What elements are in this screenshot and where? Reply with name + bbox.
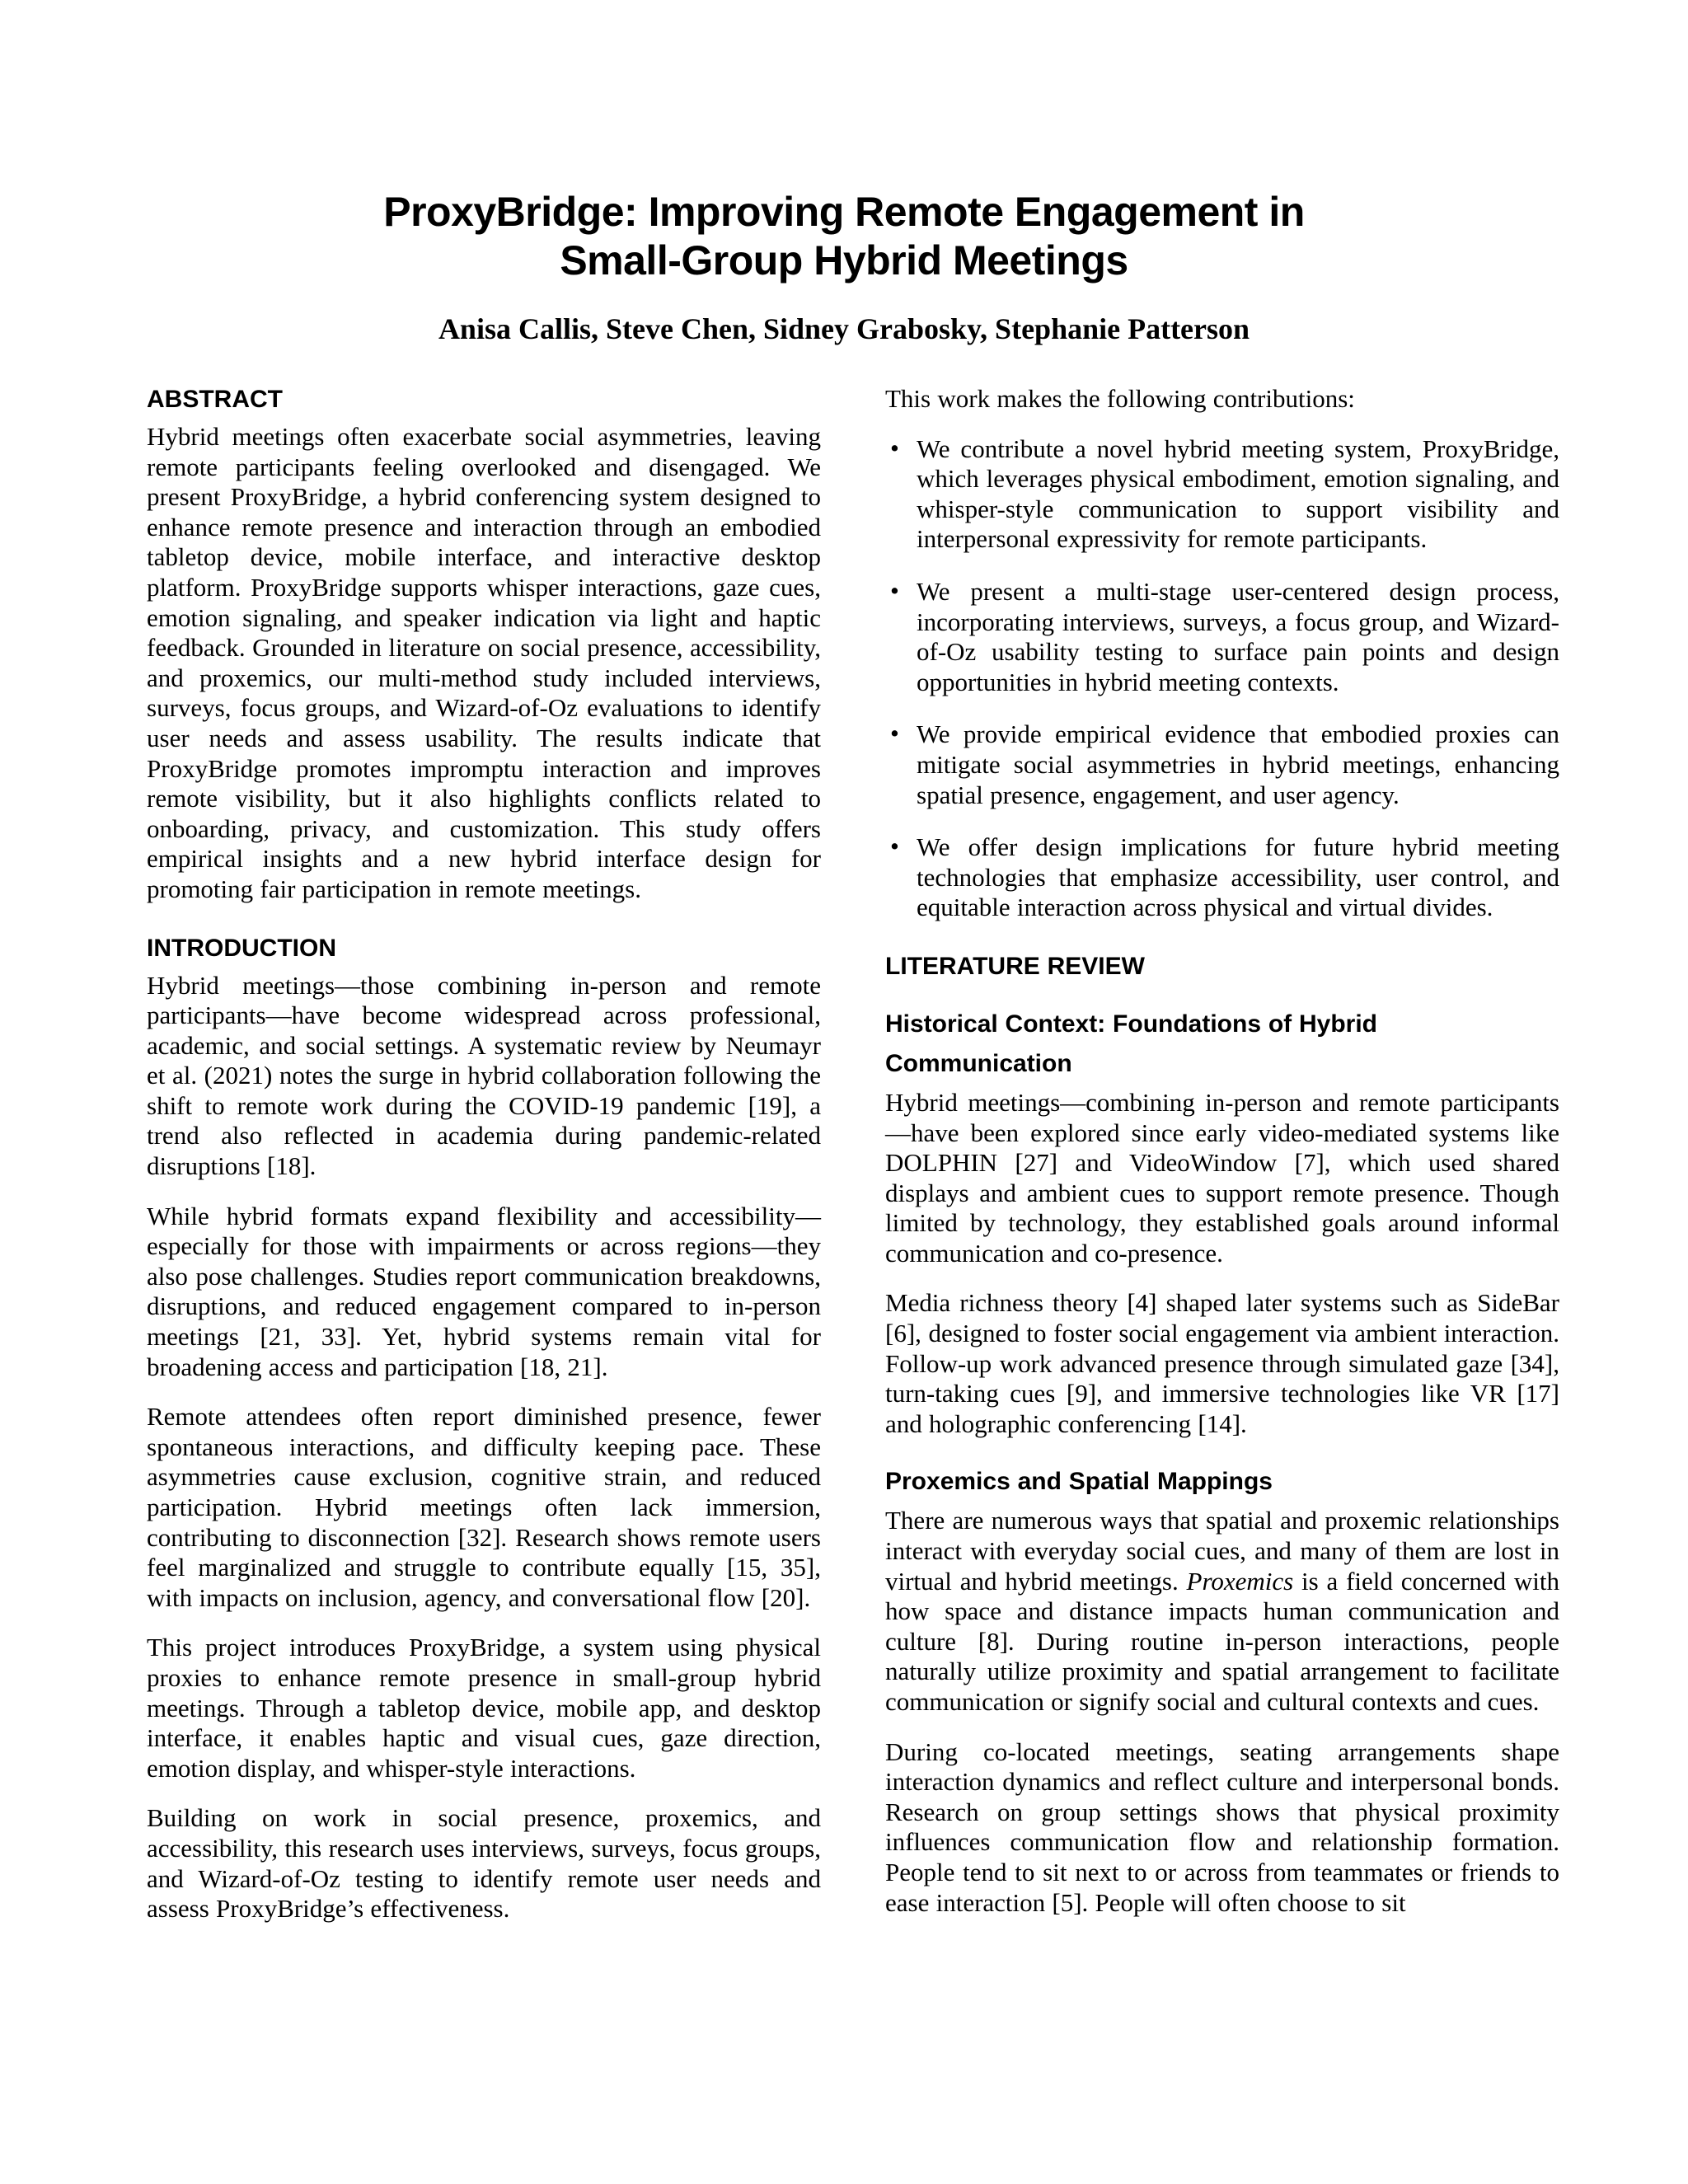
- proxemics-paragraph-1-post: is a field concerned with how space and distance impacts human communication and culture [8]. During routine in-person interactions, people naturally utilize proximity and spatial arrangement to facilitate communication or signify social and cultural contexts and cues.: [885, 1566, 1559, 1716]
- contributions-intro: This work makes the following contributions:: [885, 384, 1355, 413]
- introduction-heading: INTRODUCTION: [147, 934, 336, 962]
- introduction-paragraph-5: Building on work in social presence, proxemics, and accessibility, this research uses interviews, surveys, focus groups, and Wizard-of-Oz testing to identify remote user needs and assess ProxyBridge’s effectiveness.: [147, 1803, 821, 1924]
- historical-paragraph-2: Media richness theory [4] shaped later systems such as SideBar [6], designed to foster social engagement via ambient interaction. Follow-up work advanced presence through simulated gaze [34], turn-taking cues [9], and immersive technologies like VR [17] and holographic conferencing [14].: [885, 1288, 1559, 1438]
- paper-authors: Anisa Callis, Steve Chen, Sidney Grabosky, Stephanie Patterson: [438, 312, 1250, 345]
- historical-context-heading: Historical Context: Foundations of Hybrid Communication: [885, 1010, 1378, 1077]
- contribution-item-4: • We offer design implications for future hybrid meeting technologies that emphasize accessibility, user control, and equitable interaction across physical and virtual divides.: [917, 832, 1559, 923]
- proxemics-paragraph-1: [885, 1506, 1559, 1717]
- introduction-paragraph-2: While hybrid formats expand flexibility and accessibility—especially for those with impairments or across regions—they also pose challenges. Studies report communication breakdowns, disruptions, and reduced engagement compared to in-person meetings [21, 33]. Yet, hybrid systems remain vital for broadening access and participation [18, 21].: [147, 1201, 821, 1381]
- abstract-text: Hybrid meetings often exacerbate social asymmetries, leaving remote participants feeling overlooked and disengaged. We present ProxyBridge, a hybrid conferencing system designed to enhance remote presence and interaction through an embodied tabletop device, mobile interface, and interactive desktop platform. ProxyBridge supports whisper interactions, gaze cues, emotion signaling, and speaker indication via light and haptic feedback. Grounded in literature on social presence, accessibility, and proxemics, our multi-method study included interviews, surveys, focus groups, and Wizard-of-Oz evaluations to identify user needs and assess usability. The results indicate that ProxyBridge promotes impromptu interaction and improves remote visibility, but it also highlights conflicts related to onboarding, privacy, and customization. This study offers empirical insights and a new hybrid interface design for promoting fair participation in remote meetings.: [147, 422, 821, 903]
- proxemics-paragraph-1-pre: There are numerous ways that spatial and proxemic relationships interact with everyday social cues, and many of them are lost in virtual and hybrid meetings.: [885, 1506, 1559, 1596]
- proxemics-term-italic: Proxemics: [1186, 1566, 1294, 1596]
- introduction-paragraph-3: Remote attendees often report diminished presence, fewer spontaneous interactions, and difficulty keeping pace. These asymmetries cause exclusion, cognitive strain, and reduced participation. Hybrid meetings often lack immersion, contributing to disconnection [32]. Research shows remote users feel marginalized and struggle to contribute equally [15, 35], with impacts on inclusion, agency, and conversational flow [20].: [147, 1402, 821, 1612]
- paper-title-line-1: ProxyBridge: Improving Remote Engagement in: [383, 189, 1305, 235]
- left-column: [147, 384, 821, 1944]
- introduction-paragraph-1: Hybrid meetings—those combining in-person and remote participants—have become widespread across professional, academic, and social settings. A systematic review by Neumayr et al. (2021) notes the surge in hybrid collaboration following the shift to remote work during the COVID-19 pandemic [19], a trend also reflected in academia during pandemic-related disruptions [18].: [147, 970, 821, 1181]
- proxemics-paragraph-2: During co-located meetings, seating arrangements shape interaction dynamics and reflect culture and interpersonal bonds. Research on group settings shows that physical proximity influences communication flow and relationship formation. People tend to sit next to or across from teammates or friends to ease interaction [5]. People will often choose to sit: [885, 1736, 1559, 1917]
- proxemics-heading: Proxemics and Spatial Mappings: [885, 1468, 1273, 1496]
- historical-paragraph-1: Hybrid meetings—combining in-person and remote participants—have been explored since early video-mediated systems like DOLPHIN [27] and VideoWindow [7], which used shared displays and ambient cues to support remote presence. Though limited by technology, they established goals around informal communication and co-presence.: [885, 1087, 1559, 1268]
- contributions-list: [885, 434, 1559, 923]
- paper-title: [0, 188, 1688, 285]
- contribution-item-3: • We provide empirical evidence that embodied proxies can mitigate social asymmetries in hybrid meetings, enhancing spatial presence, engagement, and user agency.: [917, 719, 1559, 810]
- contribution-item-1: • We contribute a novel hybrid meeting system, ProxyBridge, which leverages physical embodiment, emotion signaling, and whisper-style communication to support visibility and interpersonal expressivity for remote participants.: [917, 434, 1559, 555]
- paper-title-line-2: Small-Group Hybrid Meetings: [560, 237, 1128, 284]
- contribution-item-2: • We present a multi-stage user-centered design process, incorporating interviews, surveys, a focus group, and Wizard-of-Oz usability testing to surface pain points and design opportunities in hybrid meeting contexts.: [917, 577, 1559, 697]
- abstract-heading: ABSTRACT: [147, 386, 283, 413]
- introduction-paragraph-4: This project introduces ProxyBridge, a system using physical proxies to enhance remote presence in small-group hybrid meetings. Through a tabletop device, mobile app, and desktop interface, it enables haptic and visual cues, gaze direction, emotion display, and whisper-style interactions.: [147, 1633, 821, 1783]
- right-column: [885, 384, 1559, 1938]
- literature-review-heading: LITERATURE REVIEW: [885, 952, 1145, 980]
